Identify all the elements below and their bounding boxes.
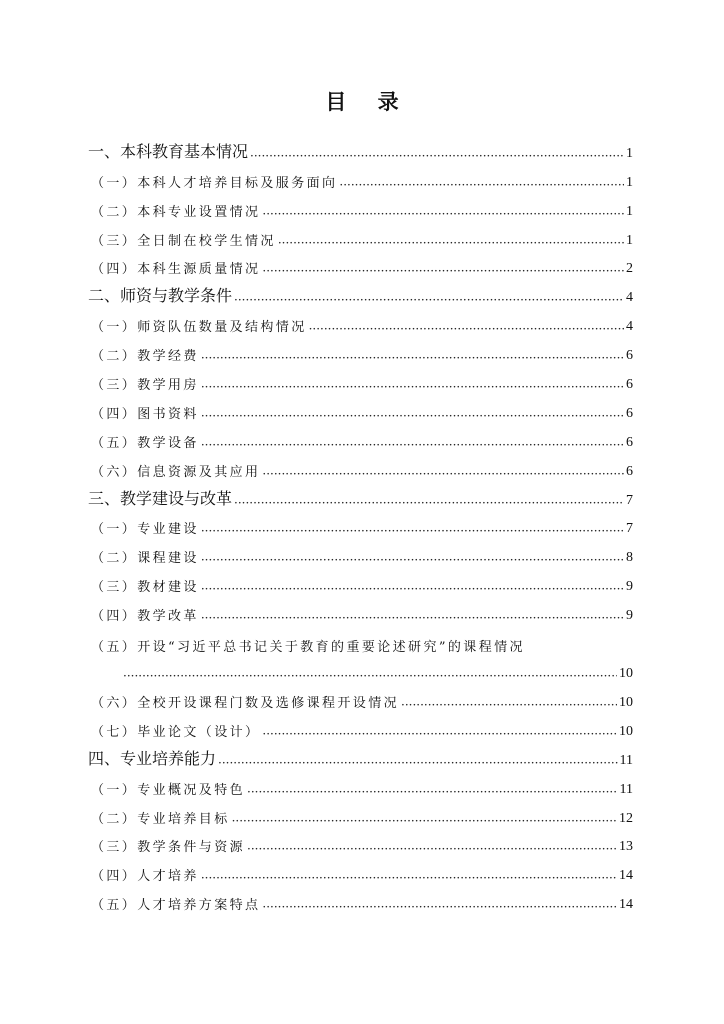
toc-entry-page: 11 [619,781,633,797]
toc-entry-label: （四）教学改革 [91,609,199,625]
toc-entry-label: （三）教学用房 [91,378,199,394]
toc-entry-page: 1 [626,145,633,161]
toc-entry-page: 10 [619,666,633,682]
toc-entry-page: 14 [619,868,633,884]
toc-entry-label: （二）本科专业设置情况 [91,204,261,220]
toc-entry[interactable] [88,688,633,717]
toc-entry[interactable] [88,630,633,688]
toc-entry[interactable] [88,226,633,255]
toc-entry-page: 9 [626,579,633,595]
dot-leader [201,612,624,624]
toc-entry-label: （七）毕业论文（设计） [91,724,261,740]
toc-entry[interactable] [88,312,633,341]
dot-leader [232,815,617,827]
toc-entry-page: 6 [626,463,633,479]
dot-leader [247,843,617,855]
toc-entry-page: 6 [626,377,633,393]
dot-leader [278,237,624,249]
dot-leader [234,497,624,509]
toc-entry[interactable] [88,717,633,746]
toc-entry-page: 4 [626,319,633,335]
toc-entry[interactable] [88,486,633,515]
toc-entry[interactable] [88,804,633,833]
toc-entry[interactable] [88,515,633,544]
toc-entry-page: 1 [626,203,633,219]
toc-entry[interactable] [88,399,633,428]
toc-entry[interactable] [88,746,633,775]
dot-leader [262,265,624,277]
toc-entry-label: （一）专业概况及特色 [91,782,246,798]
toc-entry-page: 7 [626,492,633,508]
toc-entry-label: （五）人才培养方案特点 [91,898,261,914]
toc-entry-page: 13 [619,839,633,855]
toc-entry-page: 6 [626,405,633,421]
toc-entry-page: 10 [619,723,633,739]
toc-entry-label: （一）专业建设 [91,522,199,538]
table-of-contents [88,139,633,919]
dot-leader [201,439,624,451]
toc-entry-page: 14 [619,897,633,913]
toc-entry-page: 7 [626,521,633,537]
toc-entry-page: 6 [626,348,633,364]
toc-entry-label: （五）开设“习近平总书记关于教育的重要论述研究”的课程情况 [91,640,525,656]
toc-entry[interactable] [88,572,633,601]
toc-entry-label: （二）课程建设 [91,551,199,567]
toc-entry[interactable] [88,890,633,919]
toc-entry-page: 1 [626,174,633,190]
toc-entry-label: （二）教学经费 [91,349,199,365]
toc-entry[interactable] [88,283,633,312]
toc-entry[interactable] [88,457,633,486]
toc-entry[interactable] [88,775,633,804]
toc-entry-label: （三）教材建设 [91,580,199,596]
toc-entry-label: （四）本科生源质量情况 [91,262,261,278]
toc-entry[interactable] [88,255,633,284]
toc-entry-label: （六）全校开设课程门数及选修课程开设情况 [91,696,400,712]
toc-entry-label: （四）人才培养 [91,869,199,885]
toc-entry[interactable] [88,197,633,226]
dot-leader [201,410,624,422]
toc-entry-label: （二）专业培养目标 [91,811,230,827]
toc-entry-page: 4 [626,290,633,306]
dot-leader [339,179,624,191]
dot-leader [401,699,617,711]
toc-entry[interactable] [88,833,633,862]
dot-leader [262,728,617,740]
dot-leader [201,352,624,364]
toc-entry-label: 三、教学建设与改革 [88,488,233,508]
dot-leader [262,901,617,913]
toc-entry[interactable] [88,370,633,399]
toc-entry[interactable] [88,428,633,457]
toc-entry-page: 2 [626,261,633,277]
toc-entry-label: （三）教学条件与资源 [91,840,246,856]
toc-entry-label: （一）师资队伍数量及结构情况 [91,320,307,336]
toc-entry[interactable] [88,168,633,197]
toc-entry[interactable] [88,543,633,572]
dot-leader [201,583,624,595]
dot-leader [201,872,617,884]
toc-entry-page: 11 [619,752,633,768]
dot-leader [201,554,624,566]
dot-leader [218,757,618,769]
toc-entry-page: 10 [619,695,633,711]
toc-entry[interactable] [88,341,633,370]
dot-leader [201,525,624,537]
toc-entry-page: 8 [626,550,633,566]
toc-entry-label: 四、专业培养能力 [88,748,217,768]
toc-entry-page: 1 [626,232,633,248]
dot-leader [201,381,624,393]
toc-entry[interactable] [88,139,633,168]
toc-entry-label: （一）本科人才培养目标及服务面向 [91,175,338,191]
toc-entry-page: 9 [626,608,633,624]
toc-entry-label: （四）图书资料 [91,406,199,422]
toc-entry[interactable] [88,601,633,630]
toc-entry-label: （五）教学设备 [91,435,199,451]
toc-entry-page: 6 [626,434,633,450]
dot-leader [247,786,618,798]
dot-leader [234,294,624,306]
dot-leader [123,670,617,682]
toc-entry[interactable] [88,861,633,890]
dot-leader [309,323,624,335]
page-title: 目 录 [325,90,411,114]
toc-entry-label: （六）信息资源及其应用 [91,464,261,480]
toc-entry-label: （三）全日制在校学生情况 [91,233,276,249]
dot-leader [262,208,624,220]
toc-entry-label: 二、师资与教学条件 [88,286,233,306]
dot-leader [250,150,624,162]
dot-leader [262,468,624,480]
toc-entry-label: 一、本科教育基本情况 [88,141,249,161]
toc-entry-page: 12 [619,810,633,826]
